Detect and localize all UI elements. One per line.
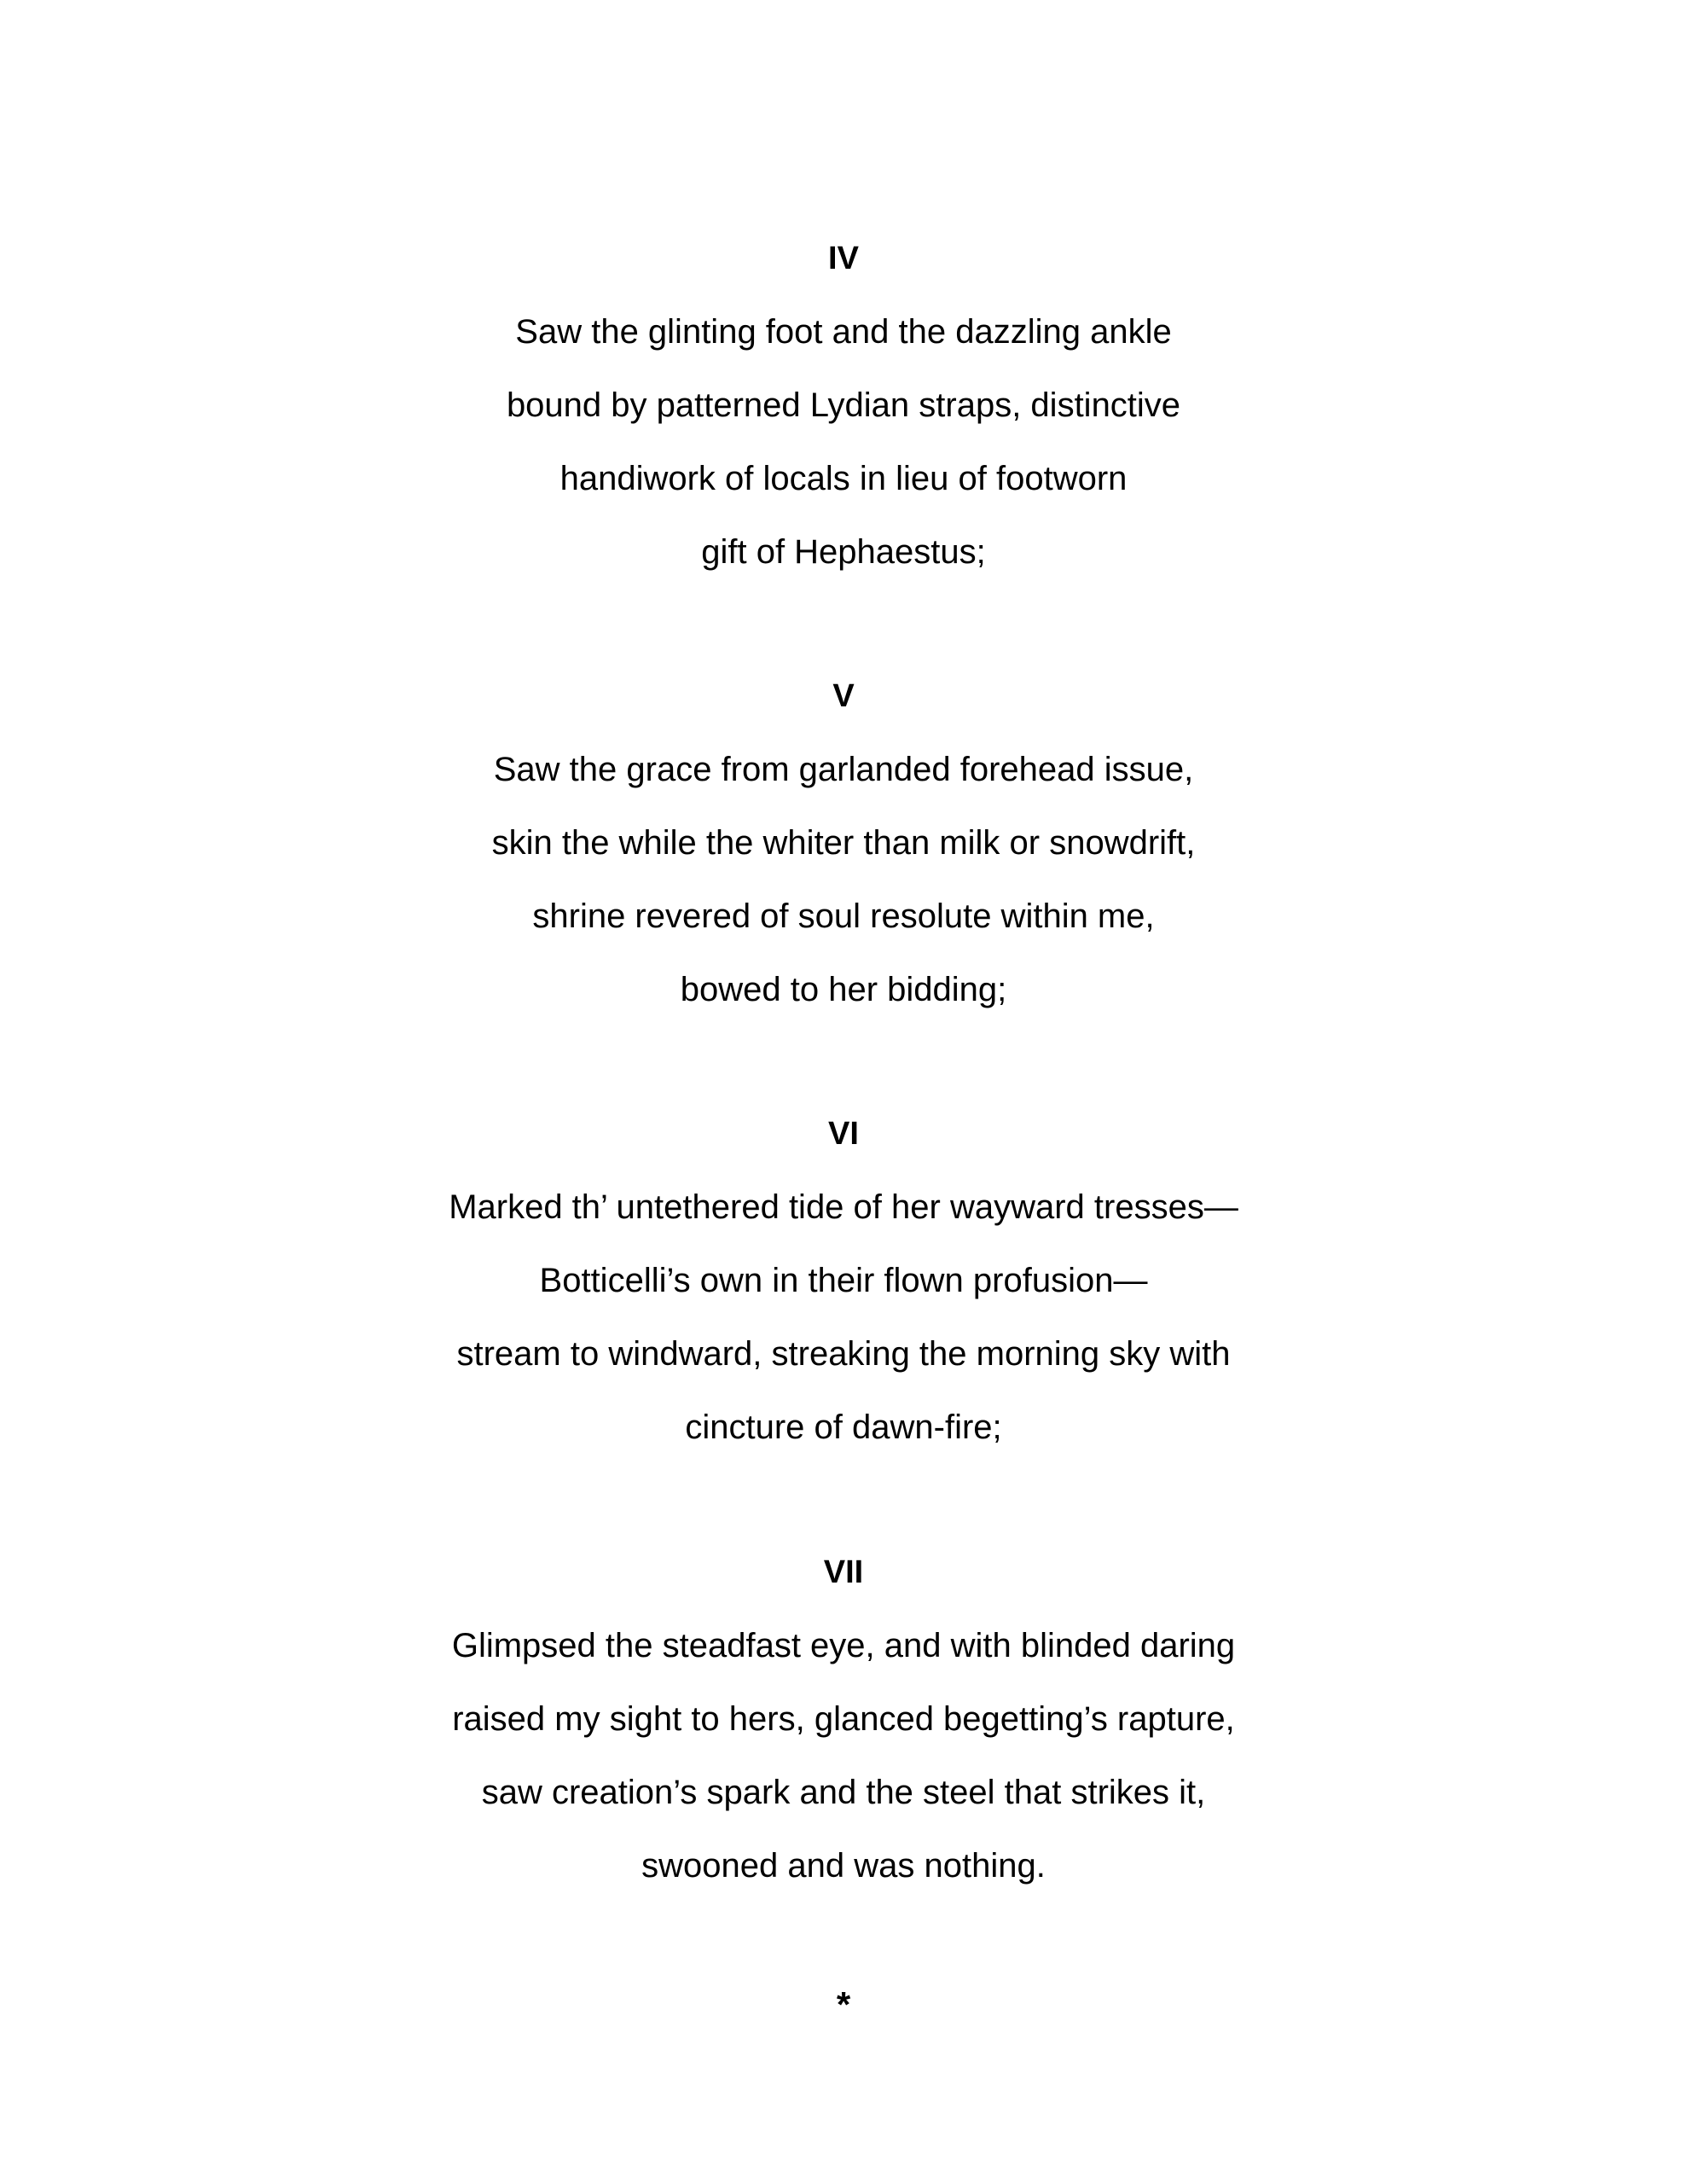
poem-line: raised my sight to hers, glanced begetting’s rapture, <box>452 1700 1235 1738</box>
poem-line: bowed to her bidding; <box>680 971 1007 1008</box>
stanza-numeral: V <box>832 678 855 714</box>
stanza-numeral: VII <box>823 1554 864 1590</box>
poem-line: Saw the grace from garlanded forehead issue, <box>493 751 1194 788</box>
poem-line: bound by patterned Lydian straps, distinctive <box>506 386 1181 424</box>
poem-line: Marked th’ untethered tide of her wayward tresses— <box>449 1188 1238 1226</box>
poem-line: skin the while the whiter than milk or snowdrift, <box>491 824 1196 862</box>
poem-line: Botticelli’s own in their flown profusion— <box>539 1262 1148 1299</box>
section-break-asterisk: * <box>836 1984 851 2024</box>
stanza-vii <box>0 1536 1687 1902</box>
stanza-iv <box>0 222 1687 589</box>
poem-line: swooned and was nothing. <box>641 1847 1046 1885</box>
poem-line: handiwork of locals in lieu of footworn <box>559 460 1128 497</box>
poem-line: Glimpsed the steadfast eye, and with blinded daring <box>451 1627 1236 1664</box>
stanza-numeral: VI <box>828 1116 859 1152</box>
poem-line: Saw the glinting foot and the dazzling ankle <box>515 313 1172 351</box>
stanza-numeral: IV <box>828 241 859 276</box>
poem-line: stream to windward, streaking the morning sky with <box>456 1335 1231 1373</box>
stanza-v <box>0 659 1687 1026</box>
poem-line: saw creation’s spark and the steel that strikes it, <box>481 1774 1206 1811</box>
stanza-vi <box>0 1097 1687 1464</box>
poem-line: shrine revered of soul resolute within me, <box>532 897 1155 935</box>
poem-line: cincture of dawn-fire; <box>685 1409 1002 1446</box>
poem-line: gift of Hephaestus; <box>701 533 986 571</box>
